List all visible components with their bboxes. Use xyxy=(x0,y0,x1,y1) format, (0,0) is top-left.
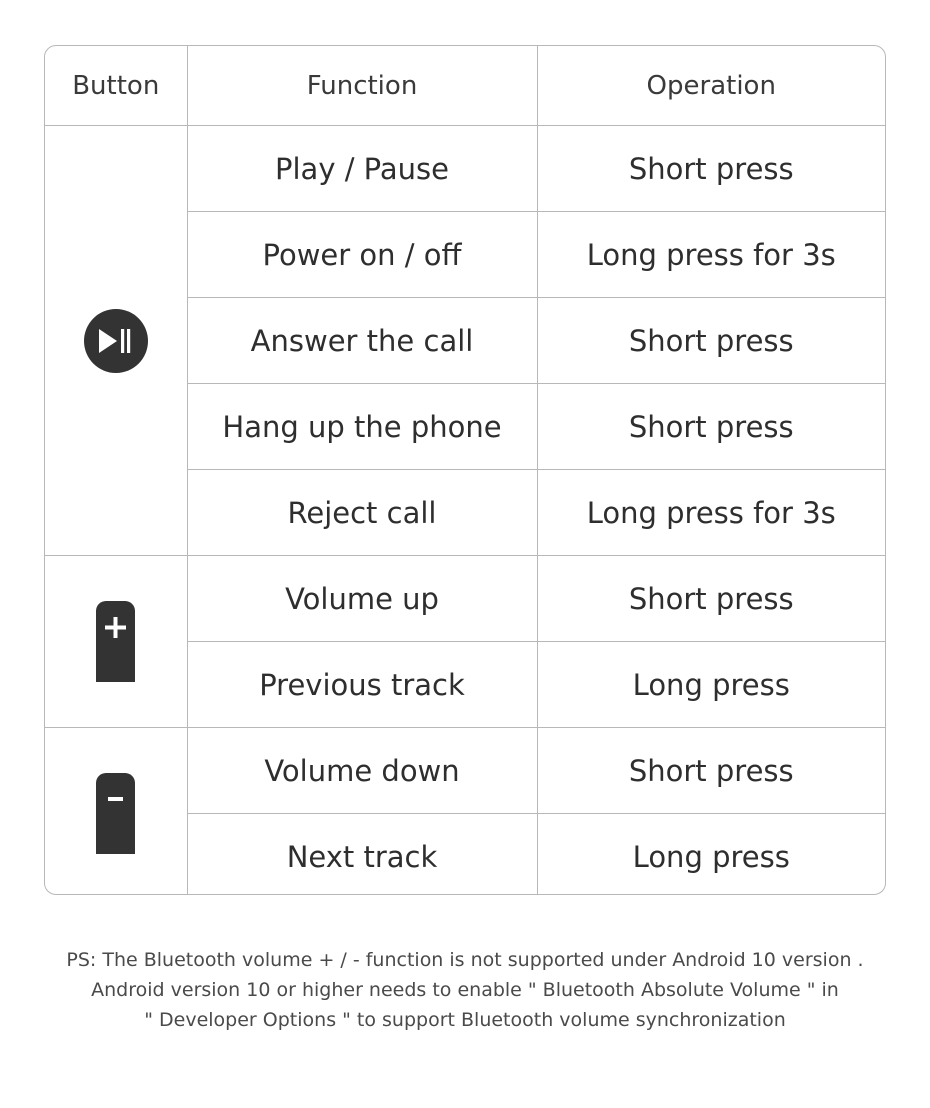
function-cell: Reject call xyxy=(187,470,537,556)
volume-minus-button-cell xyxy=(45,728,187,896)
button-function-table xyxy=(44,45,886,895)
operation-cell: Short press xyxy=(537,126,885,212)
footnote-line: " Developer Options " to support Bluetooth volume synchronization xyxy=(144,1009,786,1031)
function-cell: Answer the call xyxy=(187,298,537,384)
header-function: Function xyxy=(187,46,537,126)
operation-cell: Short press xyxy=(537,298,885,384)
operation-cell: Short press xyxy=(537,728,885,814)
volume-minus-button-icon xyxy=(96,773,135,854)
play-pause-button-cell xyxy=(45,126,187,556)
function-cell: Volume down xyxy=(187,728,537,814)
function-cell: Power on / off xyxy=(187,212,537,298)
function-cell: Previous track xyxy=(187,642,537,728)
operation-cell: Long press for 3s xyxy=(537,212,885,298)
table-row xyxy=(45,556,885,642)
volume-plus-button-icon xyxy=(96,601,135,682)
function-cell: Hang up the phone xyxy=(187,384,537,470)
function-cell: Volume up xyxy=(187,556,537,642)
volume-plus-button-cell xyxy=(45,556,187,728)
operation-cell: Long press for 3s xyxy=(537,470,885,556)
footnote xyxy=(0,945,930,1035)
function-cell: Next track xyxy=(187,814,537,896)
footnote-line: Android version 10 or higher needs to enable " Bluetooth Absolute Volume " in xyxy=(91,979,839,1001)
operation-cell: Short press xyxy=(537,384,885,470)
operation-cell: Long press xyxy=(537,642,885,728)
operation-cell: Short press xyxy=(537,556,885,642)
footnote-line: PS: The Bluetooth volume + / - function is not supported under Android 10 version . xyxy=(66,949,864,971)
function-table xyxy=(45,46,885,895)
header-button: Button xyxy=(45,46,187,126)
header-operation: Operation xyxy=(537,46,885,126)
table-row xyxy=(45,728,885,814)
operation-cell: Long press xyxy=(537,814,885,896)
table-header-row xyxy=(45,46,885,126)
function-cell: Play / Pause xyxy=(187,126,537,212)
play-pause-icon xyxy=(84,309,148,373)
table-row xyxy=(45,126,885,212)
